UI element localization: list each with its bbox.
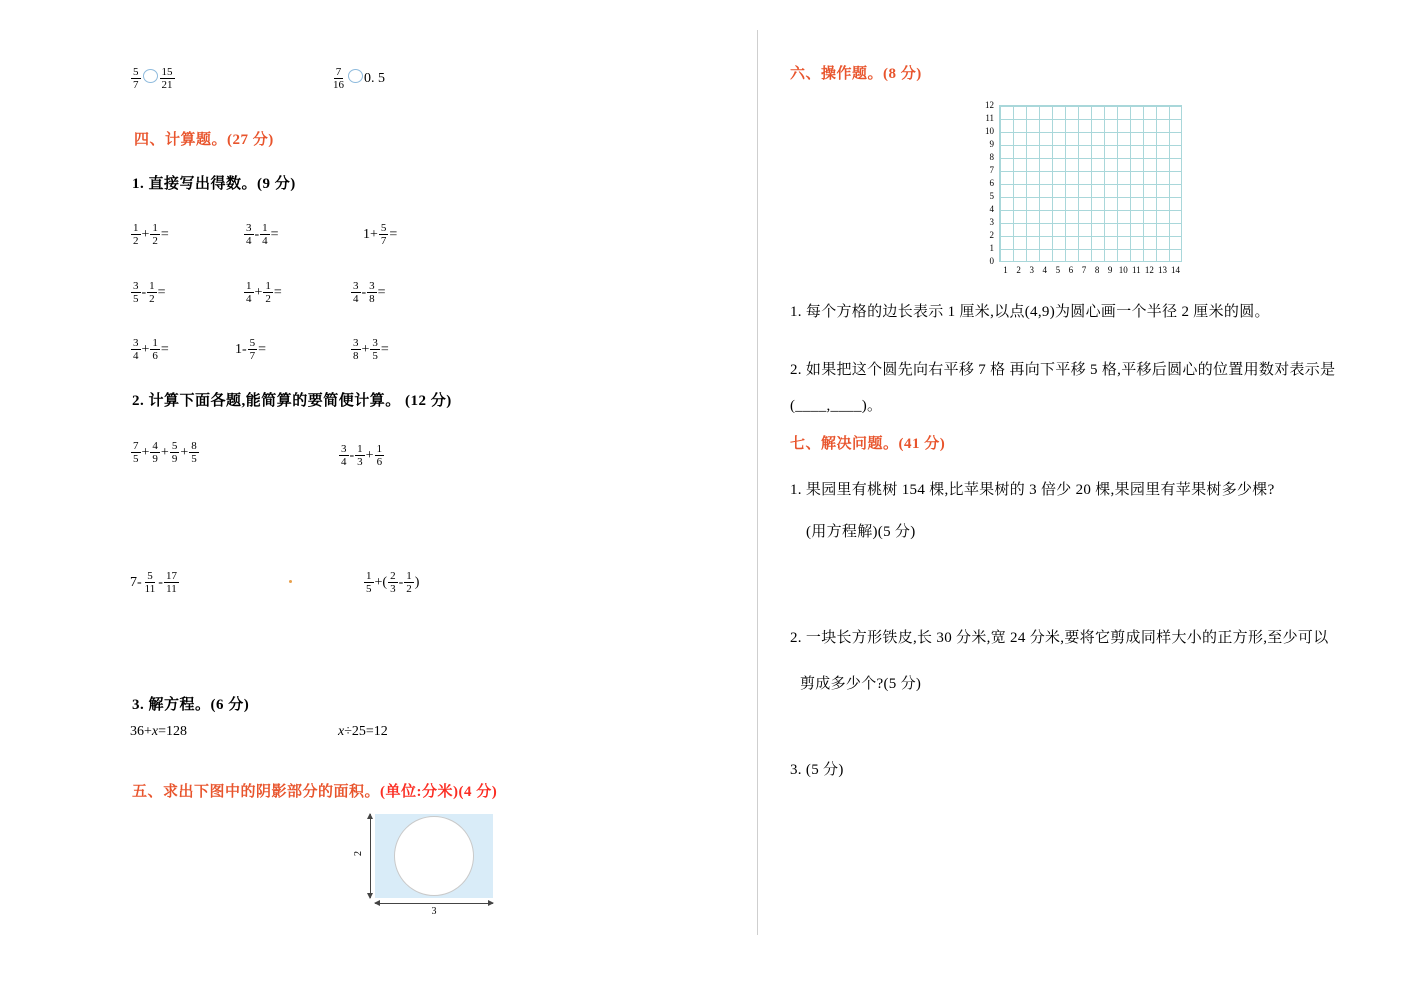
section-6-q1: 1. 每个方格的边长表示 1 厘米,以点(4,9)为圆心画一个半径 2 厘米的圆。 <box>790 304 1270 320</box>
calc-expression: $\frac{3}{5}$ - $\frac{1}{2}$ = <box>133 280 166 306</box>
section-7-q2-line2: 剪成多少个?(5 分) <box>800 676 922 692</box>
section-4-q3-title: 3. 解方程。(6 分) <box>132 697 250 713</box>
grid-y-axis-labels: 12 11 10 9 8 7 6 5 4 3 2 1 0 <box>985 100 994 266</box>
equation-a: 36+ x =128 <box>130 724 188 739</box>
simplify-expression-a: $\frac{7}{5}$ + $\frac{4}{9}$ + $\frac{5}{9}$ + $\frac{8}{5}$ <box>133 440 197 466</box>
calc-expression: $\frac{3}{8}$ + $\frac{3}{5}$ = <box>353 337 389 363</box>
calc-expression: 1+ $\frac{5}{7}$ = <box>363 222 398 248</box>
section-5-title-main: 五、求出下图中的阴影部分的面积。 <box>132 784 381 800</box>
figure-width-dimension-line <box>375 903 493 904</box>
section-6-q2-line2: (____,____)。 <box>790 398 883 414</box>
coordinate-grid <box>999 105 1182 262</box>
section-4-q1-title: 1. 直接写出得数。(9 分) <box>132 176 296 192</box>
section-4-q2-title: 2. 计算下面各题,能简算的要简便计算。 (12 分) <box>132 393 452 409</box>
section-7-q3: 3. (5 分) <box>790 762 844 778</box>
simplify-expression-c: 7- $\frac{5}{11}$ - $\frac{17}{11}$ <box>130 570 177 596</box>
figure-height-dimension-line <box>370 814 371 898</box>
section-5-title-unit: (单位:分米)(4 分) <box>380 784 498 800</box>
compare-problem-1: $\frac{5}{7}$ $\frac{15}{21}$ <box>133 66 173 92</box>
figure-width-label: 3 <box>431 906 437 917</box>
grid-x-axis-labels: 1 2 3 4 5 6 7 8 9 10 11 12 13 14 <box>1003 265 1181 275</box>
section-6-title: 六、操作题。(8 分) <box>790 66 922 82</box>
figure-height-label: 2 <box>353 851 364 856</box>
section-4-title: 四、计算题。(27 分) <box>134 132 274 148</box>
figure-inscribed-circle <box>394 816 474 896</box>
calc-expression: $\frac{3}{4}$ - $\frac{3}{8}$ = <box>353 280 386 306</box>
calc-expression: $\frac{3}{4}$ + $\frac{1}{6}$ = <box>133 337 169 363</box>
section-7-q2-line1: 2. 一块长方形铁皮,长 30 分米,宽 24 分米,要将它剪成同样大小的正方形,至少可以 <box>790 630 1329 646</box>
section-6-q2-line1: 2. 如果把这个圆先向右平移 7 格 再向下平移 5 格,平移后圆心的位置用数对表示是 <box>790 362 1336 378</box>
calc-expression: $\frac{1}{4}$ + $\frac{1}{2}$ = <box>246 280 282 306</box>
section-7-title: 七、解决问题。(41 分) <box>790 436 946 452</box>
calc-expression: $\frac{1}{2}$ + $\frac{1}{2}$ = <box>133 222 169 248</box>
section-7-q1-line1: 1. 果园里有桃树 154 棵,比苹果树的 3 倍少 20 棵,果园里有苹果树多少棵? <box>790 482 1275 498</box>
column-divider <box>757 30 758 935</box>
calc-expression: $\frac{3}{4}$ - $\frac{1}{4}$ = <box>246 222 279 248</box>
compare-problem-2: $\frac{7}{16}$ 0. 5 <box>333 66 385 92</box>
stray-mark <box>289 580 292 583</box>
section-5-title <box>132 780 497 801</box>
calc-expression: 1- $\frac{5}{7}$ = <box>235 337 267 363</box>
section-7-q1-line2: (用方程解)(5 分) <box>806 524 916 540</box>
simplify-expression-d: $\frac{1}{5}$ +( $\frac{2}{3}$ - $\frac{1}{2}$ ) <box>366 570 420 596</box>
simplify-expression-b: $\frac{3}{4}$ - $\frac{1}{3}$ + $\frac{1}{6}$ <box>341 443 383 469</box>
equation-b: x ÷25=12 <box>338 724 388 739</box>
